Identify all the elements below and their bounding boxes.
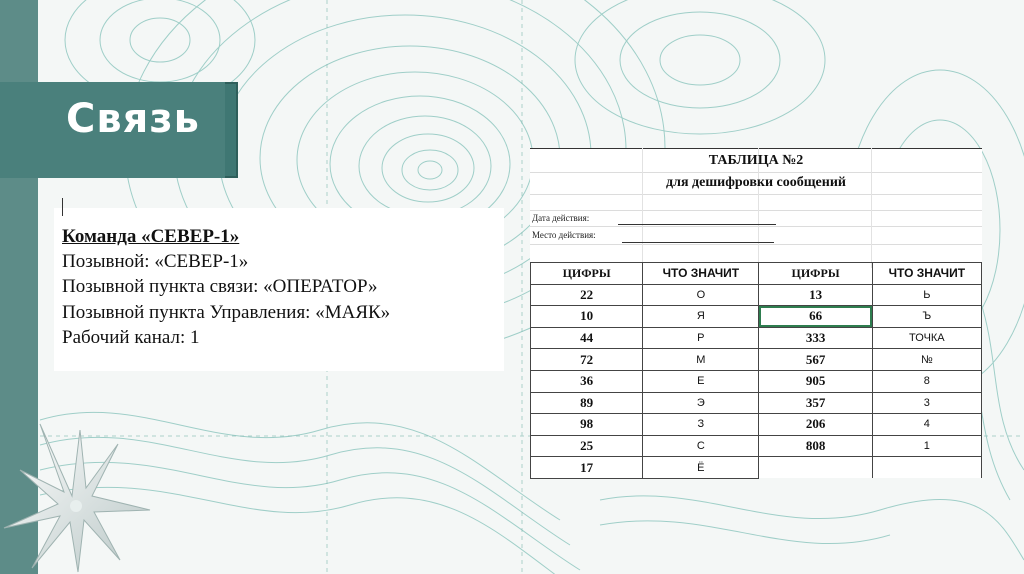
cell-meaning: О xyxy=(643,284,759,306)
control-point-callsign: Позывной пункта Управления: «МАЯК» xyxy=(62,302,391,323)
cell-digits: 905 xyxy=(759,370,872,392)
cell-meaning: Я xyxy=(643,306,759,328)
cell-digits: 98 xyxy=(531,414,643,436)
date-label: Дата действия: xyxy=(532,213,590,223)
table-row xyxy=(531,370,982,392)
cell-meaning: Е xyxy=(643,370,759,392)
star-decoration-icon xyxy=(0,400,160,574)
comm-point-callsign: Позывной пункта связи: «ОПЕРАТОР» xyxy=(62,276,378,297)
selected-cell[interactable]: 66 xyxy=(759,306,872,328)
cell-meaning: Ь xyxy=(872,284,981,306)
cell-meaning: Ё xyxy=(643,457,759,479)
cell-meaning: № xyxy=(872,349,981,371)
cell-digits: 808 xyxy=(759,435,872,457)
cell-meaning: М xyxy=(643,349,759,371)
text-cursor xyxy=(62,198,63,216)
cell-meaning: З xyxy=(643,414,759,436)
table-row xyxy=(531,457,982,479)
working-channel: Рабочий канал: 1 xyxy=(62,327,200,348)
cell-digits: 25 xyxy=(531,435,643,457)
cell-digits: 17 xyxy=(531,457,643,479)
table-row xyxy=(531,327,982,349)
team-info-panel xyxy=(54,208,504,371)
table-row xyxy=(531,435,982,457)
callsign: Позывной: «СЕВЕР-1» xyxy=(62,251,249,272)
cell-digits: 13 xyxy=(759,284,872,306)
decoding-table-document xyxy=(530,148,982,478)
cell-digits: 567 xyxy=(759,349,872,371)
cell-digits: 89 xyxy=(531,392,643,414)
cell-meaning: Э xyxy=(643,392,759,414)
cell-meaning: 1 xyxy=(872,435,981,457)
table-title: ТАБЛИЦА №2 xyxy=(708,153,804,168)
table-row xyxy=(531,414,982,436)
cell-digits xyxy=(759,457,872,479)
table-row xyxy=(531,306,982,328)
cell-meaning: Ъ xyxy=(872,306,981,328)
header-digits-2: ЦИФРЫ xyxy=(759,263,872,285)
header-meaning-2: ЧТО ЗНАЧИТ xyxy=(872,263,981,285)
cell-meaning xyxy=(872,457,981,479)
cell-meaning: С xyxy=(643,435,759,457)
table-row xyxy=(531,349,982,371)
cell-digits: 333 xyxy=(759,327,872,349)
slide-title: Связь xyxy=(66,96,200,142)
cell-meaning: 3 xyxy=(872,392,981,414)
table-header-row xyxy=(531,263,982,285)
cell-digits: 10 xyxy=(531,306,643,328)
cell-digits: 206 xyxy=(759,414,872,436)
cell-digits: 36 xyxy=(531,370,643,392)
table-row xyxy=(531,392,982,414)
table-subtitle: для дешифровки сообщений xyxy=(666,175,846,190)
place-label: Место действия: xyxy=(532,230,596,240)
decode-table xyxy=(530,262,982,479)
team-name: Команда «СЕВЕР-1» xyxy=(62,226,240,247)
cell-digits: 357 xyxy=(759,392,872,414)
cell-meaning: 4 xyxy=(872,414,981,436)
header-digits-1: ЦИФРЫ xyxy=(531,263,643,285)
cell-meaning: 8 xyxy=(872,370,981,392)
cell-meaning: Р xyxy=(643,327,759,349)
cell-digits: 72 xyxy=(531,349,643,371)
cell-meaning: ТОЧКА xyxy=(872,327,981,349)
date-field-line xyxy=(618,224,776,225)
table-row xyxy=(531,284,982,306)
cell-digits: 22 xyxy=(531,284,643,306)
cell-digits: 44 xyxy=(531,327,643,349)
place-field-line xyxy=(622,242,774,243)
header-meaning-1: ЧТО ЗНАЧИТ xyxy=(643,263,759,285)
